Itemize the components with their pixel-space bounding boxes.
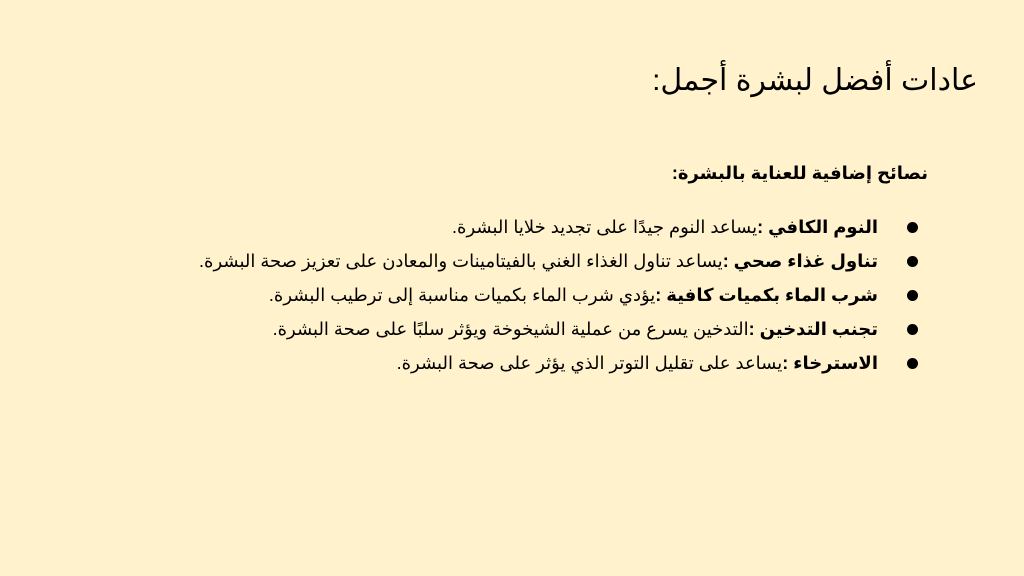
- tip-text: يؤدي شرب الماء بكميات مناسبة إلى ترطيب البشرة.: [268, 285, 656, 305]
- tip-label: النوم الكافي :: [757, 217, 878, 237]
- tip-label: الاسترخاء :: [782, 353, 878, 373]
- tip-label: تجنب التدخين :: [748, 319, 878, 339]
- list-item: [199, 346, 918, 380]
- list-item: [199, 278, 918, 312]
- bullet-icon: [907, 256, 918, 267]
- bullet-icon: [907, 222, 918, 233]
- tips-subheading: نصائح إضافية للعناية بالبشرة:: [671, 163, 928, 183]
- tip-text: يساعد تناول الغذاء الغني بالفيتامينات والمعادن على تعزيز صحة البشرة.: [199, 251, 723, 271]
- list-item: [199, 210, 918, 244]
- tip-label: شرب الماء بكميات كافية :: [655, 285, 878, 305]
- list-item: [199, 244, 918, 278]
- slide-title: عادات أفضل لبشرة أجمل:: [652, 64, 978, 97]
- tip-text: التدخين يسرع من عملية الشيخوخة ويؤثر سلبًا على صحة البشرة.: [272, 319, 749, 339]
- tips-list: [199, 210, 918, 380]
- list-item: [199, 312, 918, 346]
- bullet-icon: [907, 290, 918, 301]
- tip-text: يساعد على تقليل التوتر الذي يؤثر على صحة البشرة.: [396, 353, 783, 373]
- bullet-icon: [907, 358, 918, 369]
- bullet-icon: [907, 324, 918, 335]
- tip-text: يساعد النوم جيدًا على تجديد خلايا البشرة.: [452, 217, 758, 237]
- tip-label: تناول غذاء صحي :: [722, 251, 878, 271]
